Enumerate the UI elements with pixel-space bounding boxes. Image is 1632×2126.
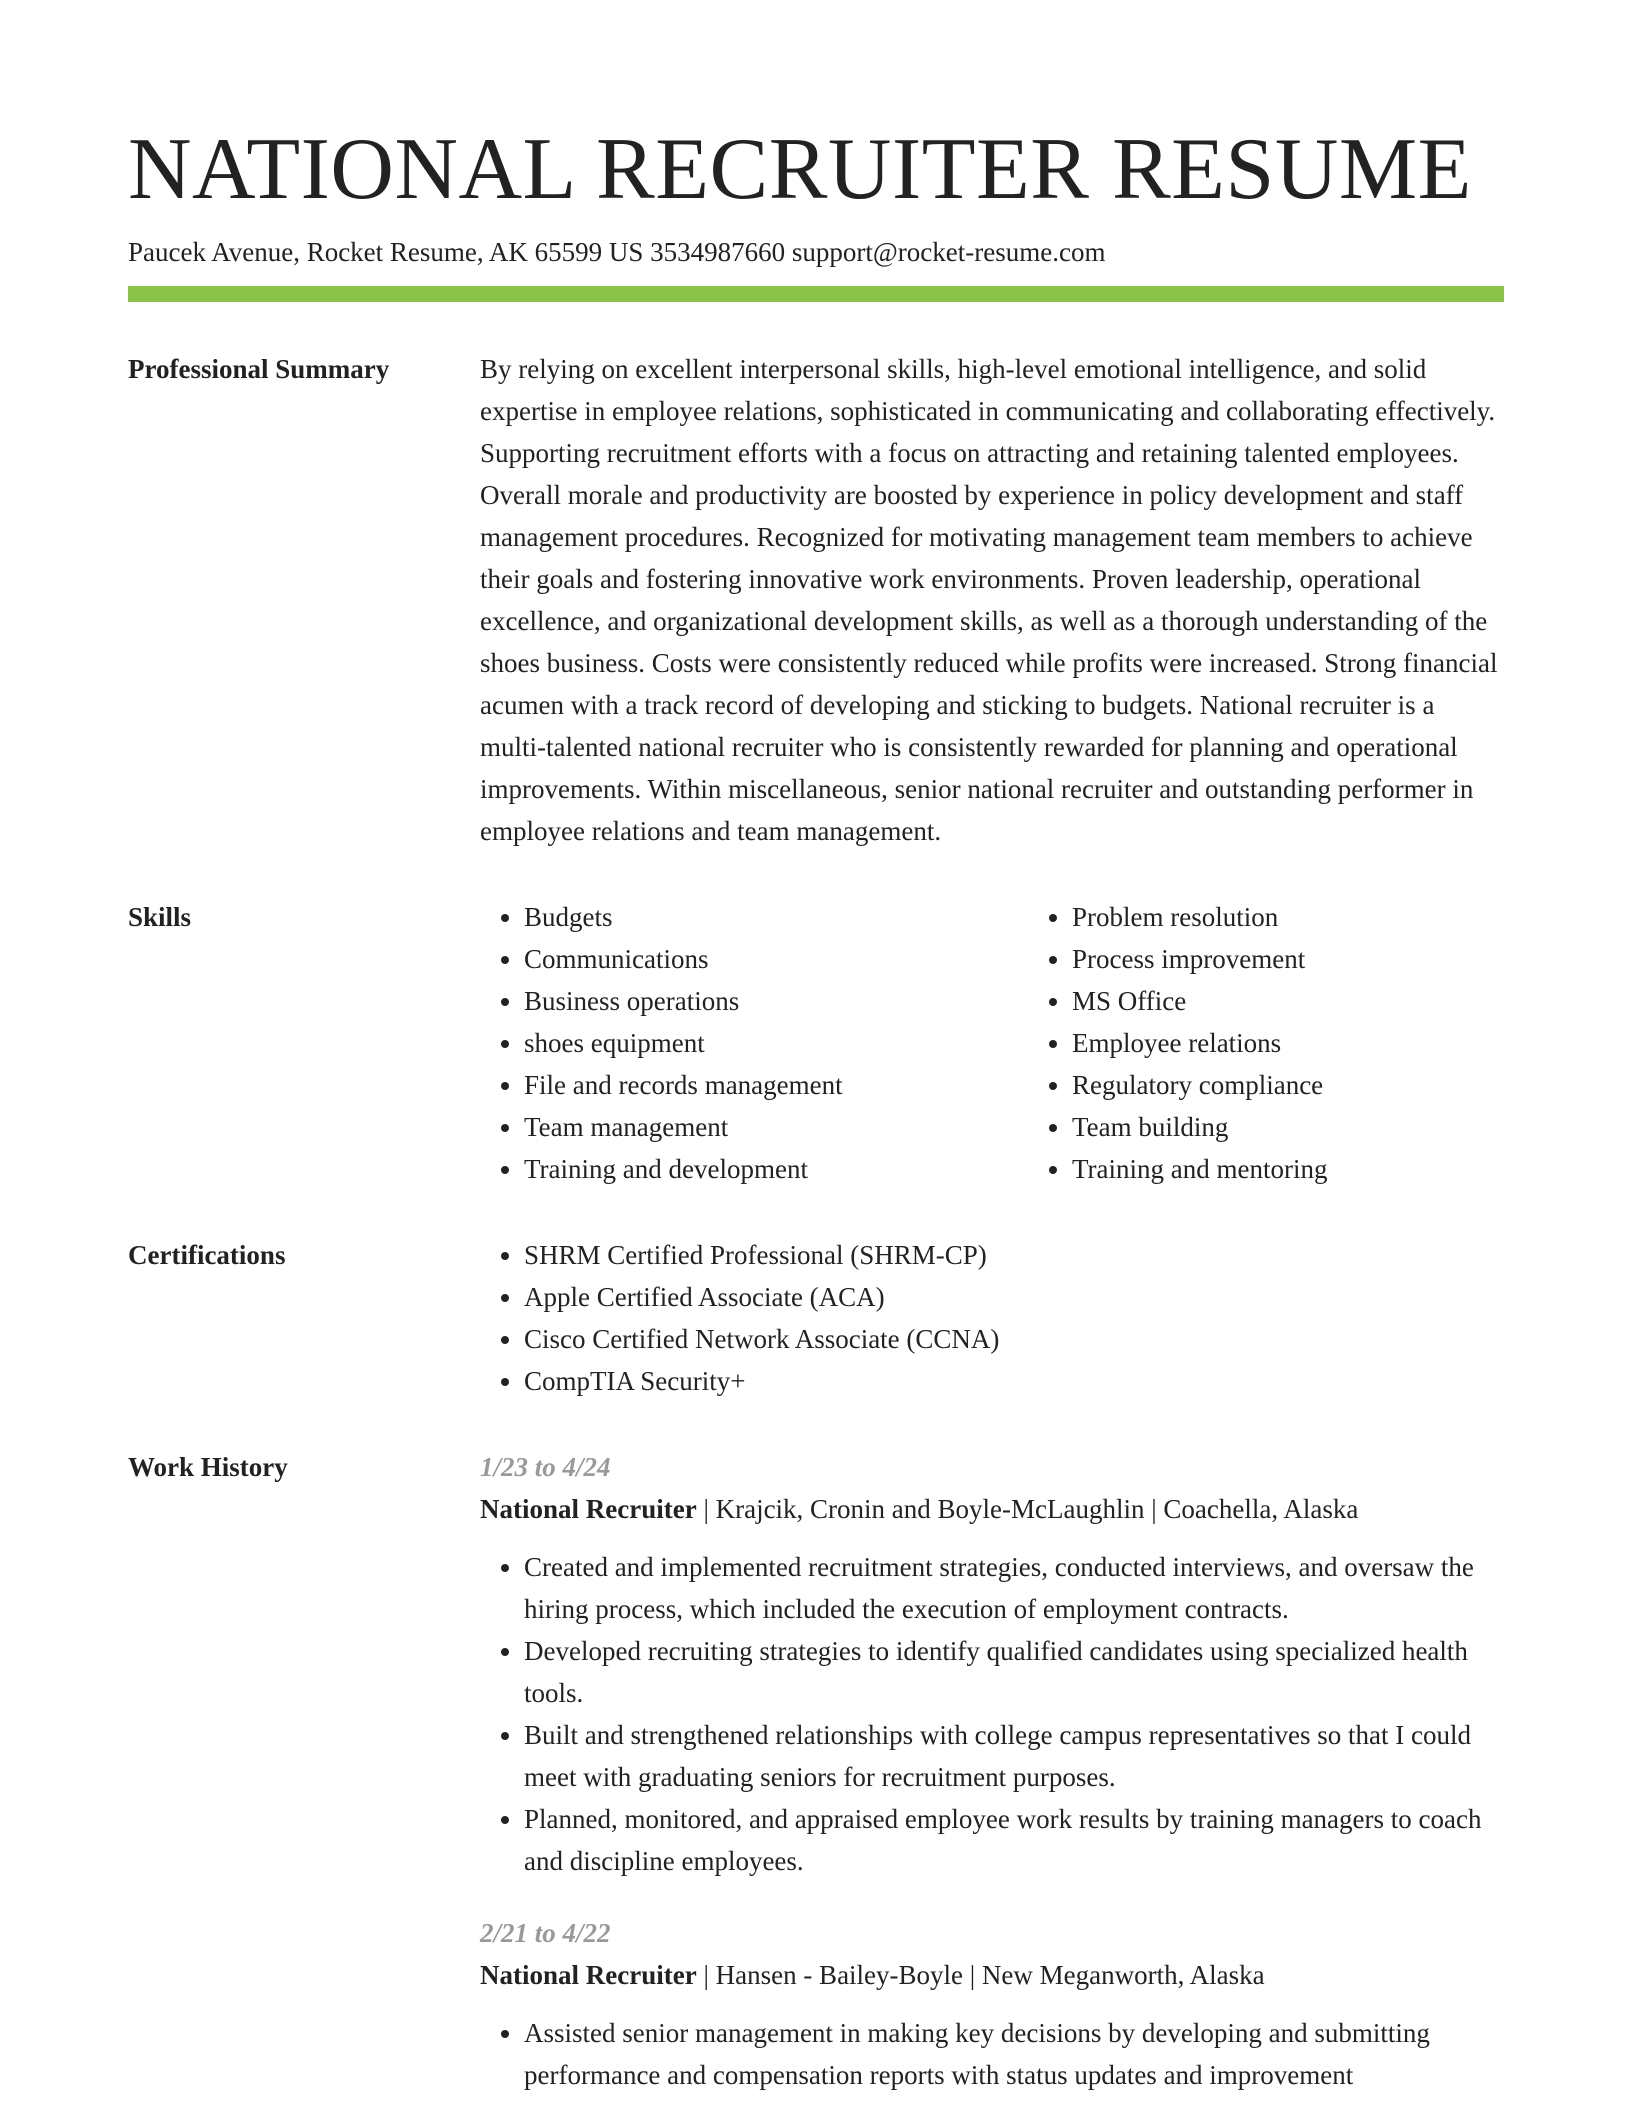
skills-section — [128, 900, 1504, 1190]
job-dates: 1/23 to 4/24 — [480, 1452, 611, 1482]
skill-item: • Budgets — [524, 896, 1028, 938]
job-entry — [480, 1912, 1504, 2096]
work-history-section — [128, 1450, 1504, 2126]
certifications-heading: Certifications — [128, 1240, 286, 1270]
job-bullet: • Developed recruiting strategies to identify qualified candidates using specialized health tools. — [524, 1630, 1504, 1714]
skill-item: • Training and mentoring — [1072, 1148, 1576, 1190]
job-title: National Recruiter — [480, 1494, 697, 1524]
summary-text: By relying on excellent interpersonal skills, high-level emotional intelligence, and solid expertise in employee relations, sophisticated in communicating and collaborating effectively. Supporting recruitment efforts with a focus on attracting and retaining talented employees. Overall morale and productivity are boosted by experience in policy development and staff management procedures. Recognized for motivating management team members to achieve their goals and fostering innovative work environments. Proven leadership, operational excellence, and organizational development skills, as well as a thorough understanding of the shoes business. Costs were consistently reduced while profits were increased. Strong financial acumen with a track record of developing and sticking to budgets. National recruiter is a multi-talented national recruiter who is consistently rewarded for planning and operational improvements. Within miscellaneous, senior national recruiter and outstanding performer in employee relations and team management. — [480, 354, 1498, 846]
skills-heading: Skills — [128, 902, 192, 932]
resume-page — [128, 0, 1504, 2126]
header-divider — [128, 286, 1504, 302]
certification-item: • SHRM Certified Professional (SHRM-CP) — [524, 1234, 1504, 1276]
work-history-heading: Work History — [128, 1452, 288, 1482]
certification-item: • CompTIA Security+ — [524, 1360, 1504, 1402]
skill-item: • Process improvement — [1072, 938, 1576, 980]
job-dates: 2/21 to 4/22 — [480, 1918, 611, 1948]
skill-item: • Training and development — [524, 1148, 1028, 1190]
summary-heading: Professional Summary — [128, 354, 390, 384]
skill-item: • shoes equipment — [524, 1022, 1028, 1064]
skill-item: • Employee relations — [1072, 1022, 1576, 1064]
certification-item: • Cisco Certified Network Associate (CCNA) — [524, 1318, 1504, 1360]
certification-item: • Apple Certified Associate (ACA) — [524, 1276, 1504, 1318]
job-bullet: • Created and implemented recruitment strategies, conducted interviews, and oversaw the hiring process, which included the execution of employment contracts. — [524, 1546, 1504, 1630]
certifications-section — [128, 1238, 1504, 1402]
job-title-line — [480, 1954, 1504, 1996]
job-bullet: • Assisted senior management in making key decisions by developing and submitting performance and compensation reports with status updates and improvement — [524, 2012, 1504, 2096]
job-bullet: • Built and strengthened relationships with college campus representatives so that I could meet with graduating seniors for recruitment purposes. — [524, 1714, 1504, 1798]
job-title-line — [480, 1488, 1504, 1530]
contact-info: Paucek Avenue, Rocket Resume, AK 65599 US 3534987660 support@rocket-resume.com — [128, 237, 1106, 267]
job-entry — [480, 1446, 1504, 1882]
skills-list-right — [1028, 896, 1576, 1190]
skill-item: • Business operations — [524, 980, 1028, 1022]
job-bullet: • Planned, monitored, and appraised employee work results by training managers to coach and discipline employees. — [524, 1798, 1504, 1882]
job-title: National Recruiter — [480, 1960, 697, 1990]
certifications-list — [480, 1234, 1504, 1402]
skill-item: • Communications — [524, 938, 1028, 980]
job-details: | Hansen - Bailey-Boyle | New Meganworth, Alaska — [696, 1960, 1265, 1990]
skill-item: • File and records management — [524, 1064, 1028, 1106]
skill-item: • Team building — [1072, 1106, 1576, 1148]
resume-title: NATIONAL RECRUITER RESUME — [128, 121, 1472, 218]
job-details: | Krajcik, Cronin and Boyle-McLaughlin | Coachella, Alaska — [696, 1494, 1359, 1524]
skill-item: • Team management — [524, 1106, 1028, 1148]
skills-list-left — [480, 896, 1028, 1190]
skill-item: • Regulatory compliance — [1072, 1064, 1576, 1106]
job-bullets — [480, 2012, 1504, 2096]
skill-item: • MS Office — [1072, 980, 1576, 1022]
skill-item: • Problem resolution — [1072, 896, 1576, 938]
summary-section — [128, 352, 1504, 852]
job-bullets — [480, 1546, 1504, 1882]
